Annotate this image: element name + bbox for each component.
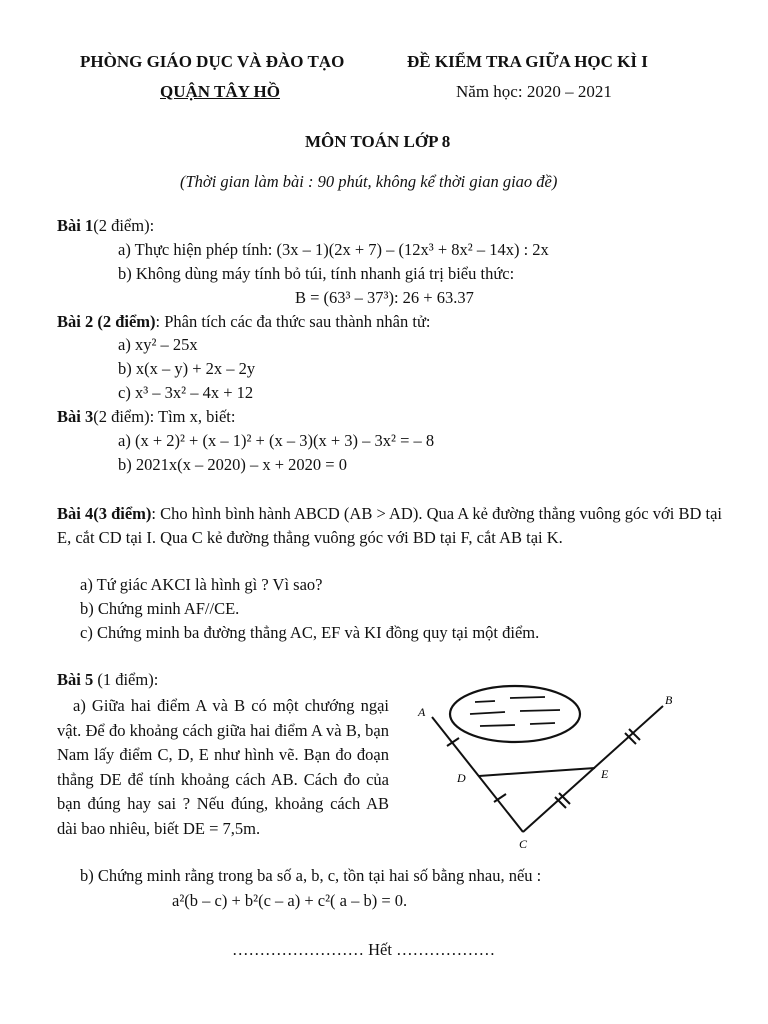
obstacle-ellipse: [450, 686, 580, 742]
subject-title: MÔN TOÁN LỚP 8: [305, 132, 451, 151]
label-c: C: [519, 837, 528, 851]
bai1-heading: [57, 216, 154, 236]
bai5-b-expression: a²(b – c) + b²(c – a) + c²( a – b) = 0.: [172, 891, 408, 910]
bai2-title: Bài 2 (2 điểm): [57, 312, 156, 331]
label-d: D: [457, 771, 466, 785]
label-a: A: [418, 705, 426, 719]
bai3-points: (2 điểm): Tìm x, biết:: [93, 407, 236, 426]
bai5-b: b) Chứng minh rằng trong ba số a, b, c, tồn tại hai số bằng nhau, nếu :: [80, 866, 542, 885]
bai3-heading: [57, 407, 235, 427]
bai5-a: a) Giữa hai điểm A và B có một chướng ngại vật. Để đo khoảng cách giữa hai điểm A và B, bạn Nam lấy điểm C, D, E như hình vẽ. Bạn đo đoạn thẳng DE để tính khoảng cách AB. Cách đo của bạn đúng hay sai ? Nếu đúng, khoảng cách AB dài bao nhiêu, biết DE = 7,5m.: [57, 696, 389, 838]
bai4-intro-paragraph: [57, 502, 727, 550]
bai2-c: c) x³ – 3x² – 4x + 12: [118, 383, 254, 402]
label-b: B: [665, 693, 673, 707]
department-name: PHÒNG GIÁO DỤC VÀ ĐÀO TẠO: [80, 52, 345, 71]
bai4-c: c) Chứng minh ba đường thẳng AC, EF và KI đồng quy tại một điểm.: [80, 623, 540, 642]
exam-title: ĐỀ KIỂM TRA GIỮA HỌC KÌ I: [407, 52, 648, 71]
bai5-heading: [57, 670, 158, 690]
bai4-b: b) Chứng minh AF//CE.: [80, 599, 240, 618]
bai1-b: b) Không dùng máy tính bỏ túi, tính nhanh giá trị biểu thức:: [118, 264, 515, 283]
district-name: QUẬN TÂY HỒ: [160, 82, 280, 101]
label-e: E: [601, 767, 609, 781]
segment-de: [479, 768, 595, 776]
bai2-b: b) x(x – y) + 2x – 2y: [118, 359, 256, 378]
bai1-a: a) Thực hiện phép tính: (3x – 1)(2x + 7) – (12x³ + 8x² – 14x) : 2x: [118, 240, 549, 259]
end-marker: …………………… Hết ………………: [232, 940, 496, 959]
bai5-points: (1 điểm):: [93, 670, 159, 689]
obstacle-hatching: [470, 697, 560, 726]
bai4-a: a) Tứ giác AKCI là hình gì ? Vì sao?: [80, 575, 323, 594]
bai3-b: b) 2021x(x – 2020) – x + 2020 = 0: [118, 455, 347, 474]
bai4-points: (3 điểm): [93, 504, 152, 523]
bai1-points: (2 điểm):: [93, 216, 155, 235]
bai2-heading: [57, 312, 430, 332]
bai1-title: Bài 1: [57, 216, 94, 235]
bai2-a: a) xy² – 25x: [118, 335, 198, 354]
bai1-b-expression: B = (63³ – 37³): 26 + 63.37: [295, 288, 474, 307]
tick-marks: [447, 729, 640, 808]
bai4-title: Bài 4: [57, 504, 94, 523]
bai4-intro: : Cho hình bình hành ABCD (AB > AD). Qua A kẻ đường thẳng vuông góc với BD tại E, cắt CD tại I. Qua C kẻ đường thẳng vuông góc với BD tại F, cắt AB tại K.: [57, 504, 722, 547]
obstacle-figure: [395, 672, 695, 852]
bai2-intro: : Phân tích các đa thức sau thành nhân tử:: [155, 312, 431, 331]
bai3-a: a) (x + 2)² + (x – 1)² + (x – 3)(x + 3) – 3x² = – 8: [118, 431, 435, 450]
school-year: Năm học: 2020 – 2021: [456, 82, 612, 101]
bai5-title: Bài 5: [57, 670, 94, 689]
bai3-title: Bài 3: [57, 407, 94, 426]
exam-duration: (Thời gian làm bài : 90 phút, không kể thời gian giao đề): [180, 172, 558, 191]
